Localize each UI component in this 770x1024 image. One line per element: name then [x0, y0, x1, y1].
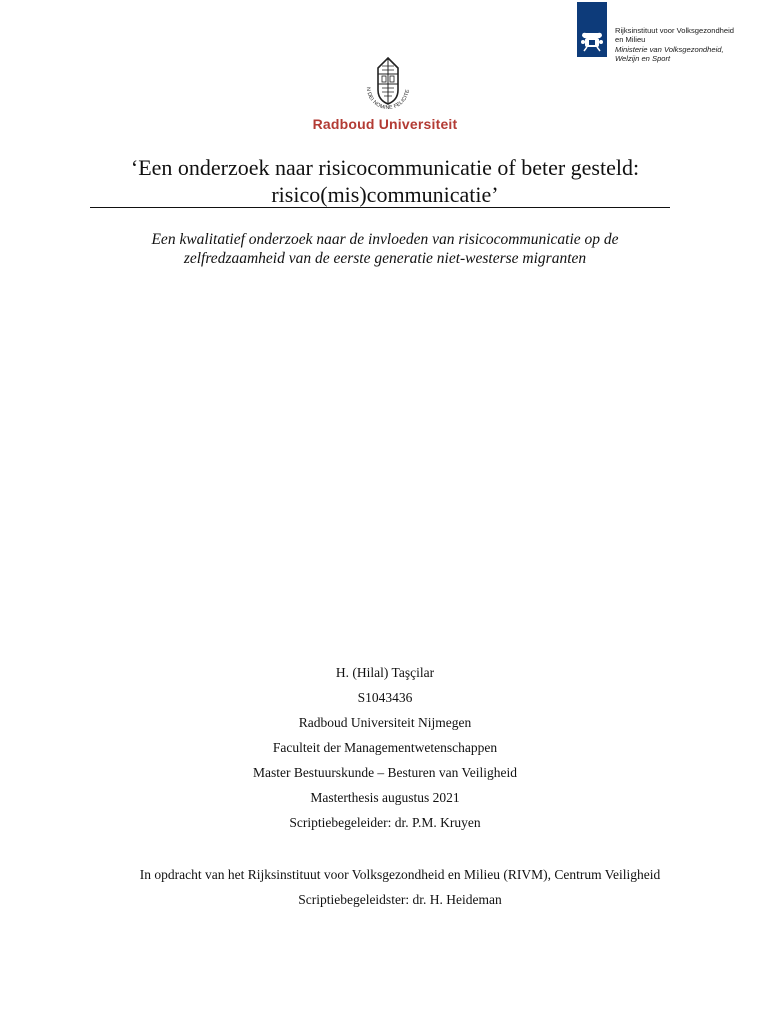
supervisor: Scriptiebegeleider: dr. P.M. Kruyen — [289, 815, 481, 830]
commission-statement: In opdracht van het Rijksinstituut voor Volksgezondheid en Milieu (RIVM), Centrum Veiligheid — [139, 867, 661, 882]
radboud-universiteit-logo-text: Radboud Universiteit — [312, 116, 458, 132]
subtitle-line-2: zelfredzaamheid van de eerste generatie niet-westerse migranten — [183, 250, 587, 267]
subtitle-line-1: Een kwalitatief onderzoek naar de invloeden van risicocommunicatie op de — [151, 231, 619, 248]
thesis-subtitle — [0, 230, 770, 268]
university-name: Radboud Universiteit Nijmegen — [298, 715, 472, 730]
external-supervisor: Scriptiebegeleidster: dr. H. Heideman — [298, 892, 502, 907]
student-number: S1043436 — [357, 690, 413, 705]
author-name: H. (Hilal) Taşçilar — [335, 665, 435, 680]
thesis-date: Masterthesis augustus 2021 — [310, 790, 460, 805]
radboud-seal-icon — [358, 54, 418, 114]
thesis-title — [0, 154, 770, 208]
commission-block — [0, 862, 770, 912]
ministry-name-line1: Ministerie van Volksgezondheid, — [615, 44, 724, 54]
title-line-1: ‘Een onderzoek naar risicocommunicatie of beter gesteld: — [130, 155, 640, 180]
faculty-name: Faculteit der Managementwetenschappen — [272, 740, 498, 755]
rivm-logo — [577, 2, 734, 64]
title-divider — [90, 207, 670, 208]
programme-name: Master Bestuurskunde – Besturen van Veiligheid — [252, 765, 518, 780]
rivm-logo-text — [615, 26, 734, 64]
rivm-coat-of-arms-icon — [577, 2, 607, 57]
title-line-2: risico(mis)communicatie’ — [271, 182, 499, 207]
ministry-name-line2: Welzijn en Sport — [615, 54, 671, 64]
rivm-name-line1: Rijksinstituut voor Volksgezondheid — [615, 26, 735, 35]
svg-text:IN DEI NOMINE FELICITER: N DEI NOMINE FELICITE — [364, 87, 412, 112]
author-info-block — [0, 660, 770, 835]
rivm-name-line2: en Milieu — [615, 35, 646, 45]
